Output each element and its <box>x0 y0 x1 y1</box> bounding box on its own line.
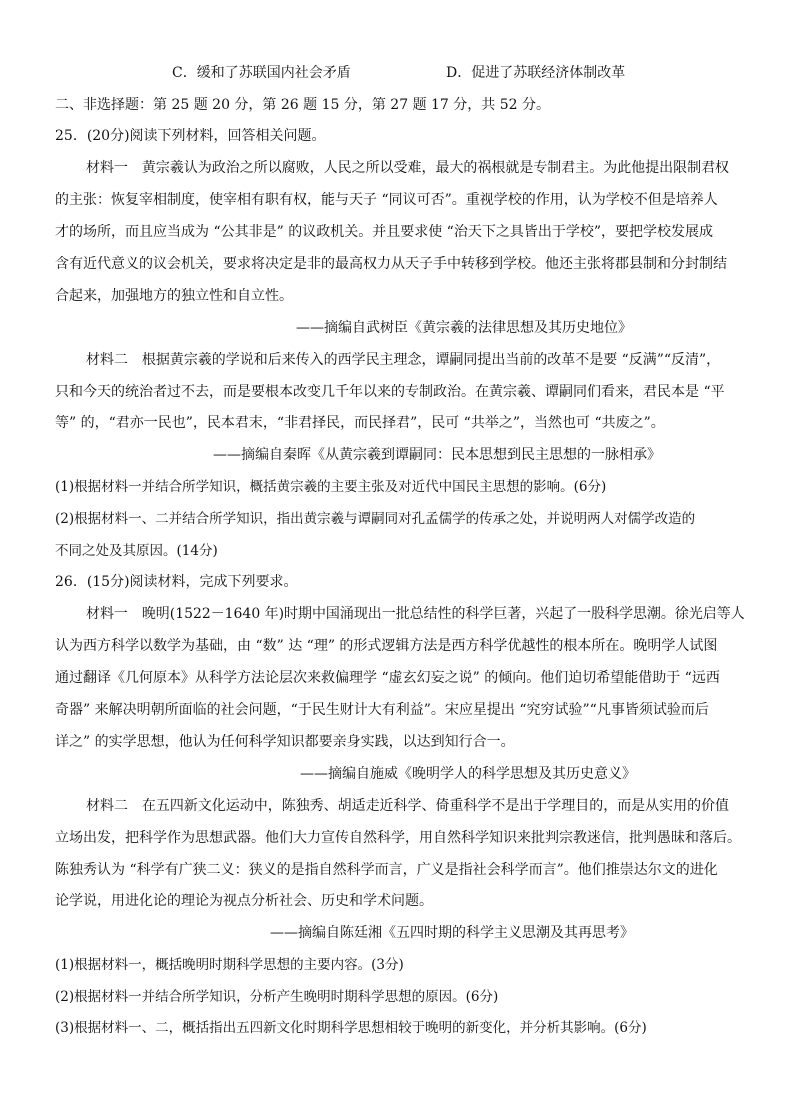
option-d: D．促进了苏联经济体制改革 <box>446 65 626 81</box>
q25-header: 25．(20分)阅读下列材料，回答相关问题。 <box>55 128 326 144</box>
q26-question1: (1)根据材料一，概括晚明时期科学思想的主要内容。(3分) <box>55 957 404 973</box>
q25-material1-line: 的主张：恢复宰相制度，使宰相有职有权，能与天子 “同议可否”。重视学校的作用，认为学校不但是培养人 <box>55 192 718 208</box>
q26-material1-line: 认为西方科学以数学为基础，由 “数” 达 “理” 的形式逻辑方法是西方科学优越性的根本所在。晚明学人试图 <box>55 638 718 654</box>
q25-material1-line: 才的场所，而且应当成为 “公其非是” 的议政机关。并且要求使 “治天下之具皆出于学校”，要把学校发展成 <box>55 224 713 240</box>
q25-material2-line: 材料二 根据黄宗羲的学说和后来传入的西学民主理念，谭嗣同提出当前的改革不是要 “反满”“反清”， <box>86 352 721 368</box>
q26-material2-line: 材料二 在五四新文化运动中，陈独秀、胡适走近科学、倚重科学不是出于学理目的，而是从实用的价值 <box>86 798 730 814</box>
q26-source1: ——摘编自施威《晚明学人的科学思想及其历史意义》 <box>300 766 636 782</box>
q26-material2-line: 论学说，用进化论的理论为视点分析社会、历史和学术问题。 <box>55 893 433 909</box>
option-c: C．缓和了苏联国内社会矛盾 <box>172 65 351 81</box>
q26-material1-line: 材料一 晚明(1522－1640 年)时期中国涌现出一批总结性的科学巨著，兴起了一股科学思潮。徐光启等人 <box>86 606 745 622</box>
q26-question2: (2)根据材料一并结合所学知识，分析产生晚明时期科学思想的原因。(6分) <box>55 989 499 1005</box>
q26-material1-line: 奇器” 来解决明朝所面临的社会问题，“于民生财计大有利益”。宋应星提出 “究穷试验”“凡事皆须试验而后 <box>55 702 709 718</box>
q26-material2-line: 陈独秀认为 “科学有广狭二义：狭义的是指自然科学而言，广义是指社会科学而言”。他们推崇达尔文的进化 <box>55 862 718 878</box>
q26-material2-line: 立场出发，把科学作为思想武器。他们大力宣传自然科学，用自然科学知识来批判宗教迷信，批判愚昧和落后。 <box>55 830 741 846</box>
q25-material2-line: 等” 的，“君亦一民也”，民本君末，“非君择民，而民择君”，民可 “共举之”，当然也可 “共废之”。 <box>55 415 665 431</box>
q25-material2-line: 只和今天的统治者过不去，而是要根本改变几千年以来的专制政治。在黄宗羲、谭嗣同们看来，君民本是 “平 <box>55 384 725 400</box>
q26-source2: ——摘编自陈廷湘《五四时期的科学主义思潮及其再思考》 <box>270 925 634 941</box>
q26-question3: (3)根据材料一、二，概括指出五四新文化时期科学思想相较于晚明的新变化，并分析其影响。(6分) <box>55 1020 647 1036</box>
q25-material1-line: 合起来，加强地方的独立性和自立性。 <box>55 288 293 304</box>
q26-header: 26．(15分)阅读材料，完成下列要求。 <box>55 574 298 590</box>
q25-question2-line: (2)根据材料一、二并结合所学知识，指出黄宗羲与谭嗣同对孔孟儒学的传承之处，并说明两人对儒学改造的 <box>55 511 696 527</box>
q26-material1-line: 详之” 的实学思想，他认为任何科学知识都要亲身实践，以达到知行合一。 <box>55 734 515 750</box>
q25-source1: ——摘编自武树臣《黄宗羲的法律思想及其历史地位》 <box>296 320 632 336</box>
q25-source2: ——摘编自秦晖《从黄宗羲到谭嗣同：民本思想到民主思想的一脉相承》 <box>213 447 661 463</box>
q26-material1-line: 通过翻译《几何原本》从科学方法论层次来救偏理学 “虚玄幻妄之说” 的倾向。他们迫切希望能借助于 “远西 <box>55 670 720 686</box>
q25-material1-line: 材料一 黄宗羲认为政治之所以腐败，人民之所以受难，最大的祸根就是专制君主。为此他提出限制君权 <box>86 160 730 176</box>
q25-material1-line: 含有近代意义的议会机关，要求将决定是非的最高权力从天子手中转移到学校。他还主张将郡县制和分封制结 <box>55 256 727 272</box>
q25-question2-line: 不同之处及其原因。(14分) <box>55 543 218 559</box>
q25-question1: (1)根据材料一并结合所学知识，概括黄宗羲的主要主张及对近代中国民主思想的影响。(6分) <box>55 479 607 495</box>
section-two-header: 二、非选择题：第 25 题 20 分，第 26 题 15 分，第 27 题 17 分，共 52 分。 <box>55 97 551 113</box>
